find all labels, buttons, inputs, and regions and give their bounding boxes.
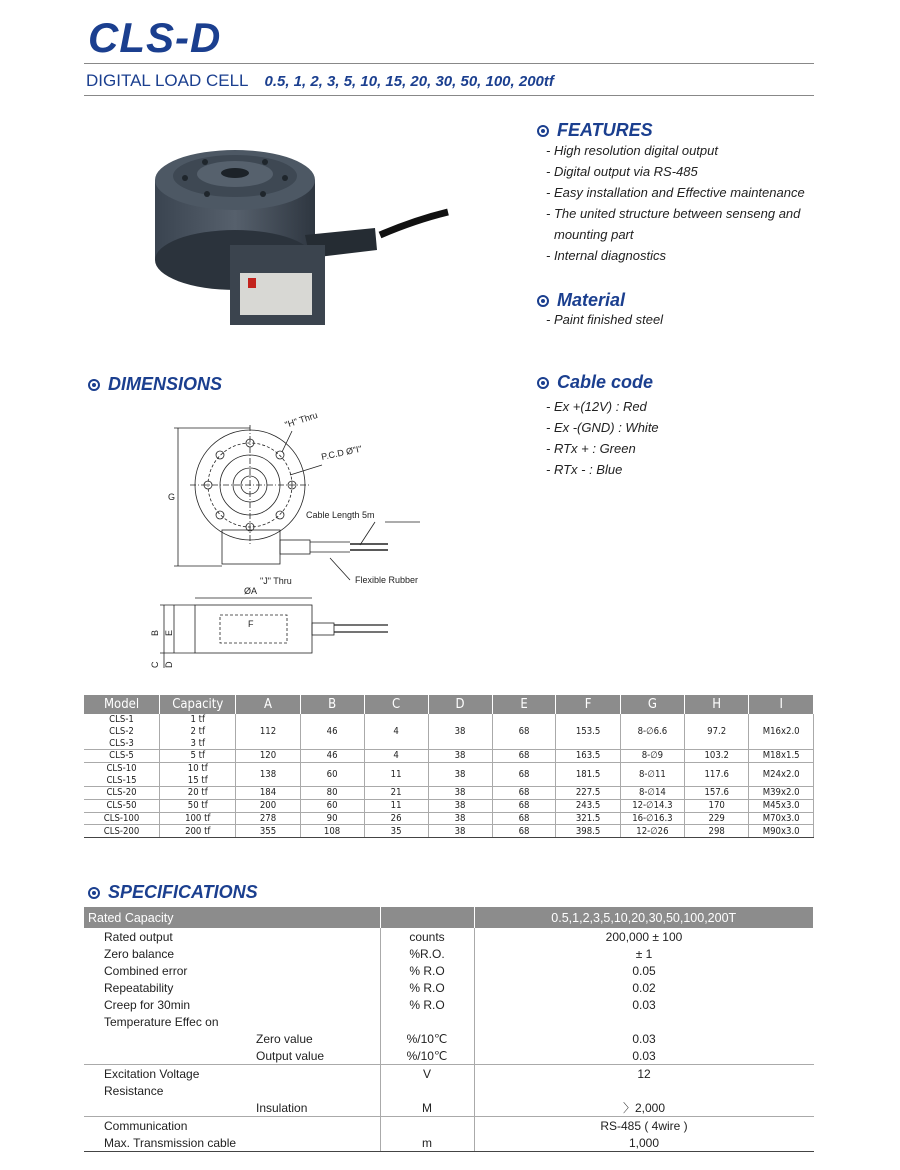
- list-item: - High resolution digital output: [546, 143, 718, 158]
- cell-d: 38: [428, 825, 492, 838]
- spec-name: Rated output: [84, 928, 380, 945]
- cell-i: M18x1.5: [749, 750, 814, 763]
- bullet-icon: [537, 295, 549, 307]
- cell-c: 11: [364, 762, 428, 786]
- cable-code-list: [546, 396, 659, 480]
- cell-c: 4: [364, 750, 428, 763]
- spec-row: [84, 945, 814, 962]
- label-flexible-rubber: Flexible Rubber: [355, 575, 419, 585]
- list-item: - Paint finished steel: [546, 312, 664, 327]
- subtitle: [86, 71, 554, 91]
- spec-header-unit: [380, 907, 474, 928]
- cell-g: 12-∅26: [620, 825, 684, 838]
- label-d: D: [164, 661, 174, 668]
- spec-unit: counts: [380, 928, 474, 945]
- cell-i: M70x3.0: [749, 812, 814, 825]
- spec-row: [84, 928, 814, 945]
- cell-b: 80: [300, 787, 364, 800]
- spec-unit: m: [380, 1134, 474, 1152]
- cell-d: 38: [428, 762, 492, 786]
- cell-g: 12-∅14.3: [620, 799, 684, 812]
- spec-name: Zero balance: [84, 945, 380, 962]
- cell-d: 38: [428, 799, 492, 812]
- cell-i: M90x3.0: [749, 825, 814, 838]
- list-item: - Digital output via RS-485: [546, 164, 698, 179]
- cell-b: 108: [300, 825, 364, 838]
- cell-h: 170: [685, 799, 749, 812]
- cell-d: 38: [428, 787, 492, 800]
- list-item: - RTx + : Green: [546, 441, 636, 456]
- spec-value: 1,000: [474, 1134, 814, 1152]
- spec-unit: [380, 1082, 474, 1099]
- cell-capacity: 100 tf: [160, 812, 236, 825]
- dim-header-b: B: [300, 695, 364, 714]
- cell-c: 26: [364, 812, 428, 825]
- spec-name: Combined error: [84, 962, 380, 979]
- spec-row: [84, 1065, 814, 1083]
- dim-header-c: C: [364, 695, 428, 714]
- cell-c: 35: [364, 825, 428, 838]
- material-list: [546, 309, 663, 330]
- spec-value: ± 1: [635, 946, 653, 961]
- features-heading-text: FEATURES: [557, 120, 653, 140]
- cell-f: 181.5: [556, 762, 620, 786]
- dimension-table: [84, 695, 814, 838]
- cable-code-heading-text: Cable code: [557, 372, 654, 392]
- product-photo: [145, 140, 455, 335]
- bullet-icon: [537, 377, 549, 389]
- cell-capacity: 200 tf: [160, 825, 236, 838]
- cell-f: 163.5: [556, 750, 620, 763]
- table-row: [84, 762, 814, 774]
- cell-f: 321.5: [556, 812, 620, 825]
- spec-row: [84, 996, 814, 1013]
- cell-e: 68: [492, 750, 556, 763]
- spec-unit: % R.O: [380, 996, 474, 1013]
- cell-capacity: 5 tf: [160, 750, 236, 763]
- bullet-icon: [537, 125, 549, 137]
- cell-h: 97.2: [685, 714, 749, 750]
- dim-header-f: F: [556, 695, 620, 714]
- cell-model: CLS-50: [84, 799, 160, 812]
- label-h-thru: "H" Thru: [283, 410, 319, 430]
- cell-f: 153.5: [556, 714, 620, 750]
- spec-row: [84, 1030, 814, 1047]
- features-heading: [537, 120, 653, 141]
- table-row: [84, 787, 814, 800]
- cell-c: 21: [364, 787, 428, 800]
- table-row: [84, 825, 814, 838]
- bullet-icon: [88, 887, 100, 899]
- cell-model: CLS-200: [84, 825, 160, 838]
- spec-value: 0.03: [632, 997, 656, 1012]
- spec-value: 0.03: [474, 1047, 814, 1065]
- spec-unit: [380, 1013, 474, 1030]
- spec-unit: % R.O: [380, 979, 474, 996]
- cell-capacity: 15 tf: [160, 774, 236, 786]
- cell-d: 38: [428, 714, 492, 750]
- spec-name: Insulation: [84, 1099, 380, 1117]
- cell-i: M16x2.0: [749, 714, 814, 750]
- spec-row: [84, 1099, 814, 1117]
- spec-row: [84, 1013, 814, 1030]
- cell-model: CLS-100: [84, 812, 160, 825]
- side-body: [195, 605, 312, 653]
- spec-header-capacity: Rated Capacity: [84, 907, 380, 928]
- cell-b: 46: [300, 750, 364, 763]
- table-row: [84, 799, 814, 812]
- page-title: CLS-D: [88, 14, 222, 61]
- cell-e: 68: [492, 714, 556, 750]
- label-b: B: [150, 629, 160, 636]
- cell-model: CLS-15: [84, 774, 160, 786]
- cell-g: 8-∅11: [620, 762, 684, 786]
- spec-name: Max. Transmission cable: [84, 1134, 380, 1152]
- spec-unit: % R.O: [380, 962, 474, 979]
- cell-capacity: 20 tf: [160, 787, 236, 800]
- spec-name: Zero value: [84, 1030, 380, 1047]
- spec-row: [84, 962, 814, 979]
- cell-capacity: 3 tf: [160, 737, 236, 749]
- spec-row: [84, 1082, 814, 1099]
- cell-model: CLS-1: [84, 714, 160, 726]
- dim-header-d: D: [428, 695, 492, 714]
- spec-value: 0.05: [632, 963, 656, 978]
- side-internal: [220, 615, 287, 643]
- cell-b: 60: [300, 762, 364, 786]
- dim-header-a: A: [236, 695, 300, 714]
- cell-capacity: 10 tf: [160, 762, 236, 774]
- dim-header-e: E: [492, 695, 556, 714]
- cell-model: CLS-5: [84, 750, 160, 763]
- cell-a: 200: [236, 799, 300, 812]
- spec-header-value: 0.5,1,2,3,5,10,20,30,50,100,200T: [474, 907, 814, 928]
- table-row: [84, 750, 814, 763]
- spec-value: 0.03: [632, 1031, 656, 1046]
- spec-unit: %/10℃: [380, 1047, 474, 1065]
- spec-name: Resistance: [84, 1082, 380, 1099]
- dim-header-h: H: [685, 695, 749, 714]
- cell-e: 68: [492, 825, 556, 838]
- spec-row: [84, 1117, 814, 1135]
- title-divider: [84, 63, 814, 64]
- spec-row: [84, 1134, 814, 1152]
- cell-a: 184: [236, 787, 300, 800]
- table-row: [84, 812, 814, 825]
- cell-model: CLS-20: [84, 787, 160, 800]
- dimension-table-header: [84, 695, 814, 714]
- cell-c: 11: [364, 799, 428, 812]
- list-item: - The united structure between senseng and: [546, 206, 801, 221]
- cell-e: 68: [492, 812, 556, 825]
- cell-a: 120: [236, 750, 300, 763]
- spec-row: [84, 1047, 814, 1065]
- list-item: - Easy installation and Effective maintenance: [546, 185, 805, 200]
- cell-g: 8-∅9: [620, 750, 684, 763]
- label-j-thru: "J" Thru: [260, 576, 292, 586]
- cell-b: 90: [300, 812, 364, 825]
- subtitle-text: DIGITAL LOAD CELL: [86, 71, 249, 90]
- cell-h: 229: [685, 812, 749, 825]
- cell-i: M39x2.0: [749, 787, 814, 800]
- features-list: [546, 140, 805, 266]
- spec-name: Communication: [84, 1117, 380, 1135]
- spec-unit: M: [380, 1099, 474, 1117]
- cell-e: 68: [492, 762, 556, 786]
- capacity-list: 0.5, 1, 2, 3, 5, 10, 15, 20, 30, 50, 100, 200tf: [264, 73, 554, 90]
- label-c: C: [150, 661, 160, 668]
- spec-value: 12: [637, 1066, 651, 1081]
- label-pcd: P.C.D Ø"I": [320, 443, 363, 462]
- bullet-icon: [88, 379, 100, 391]
- cable-gland: [280, 540, 310, 554]
- spec-unit: [380, 1117, 474, 1135]
- cell-i: M45x3.0: [749, 799, 814, 812]
- dim-header-model: Model: [84, 695, 160, 714]
- cell-f: 227.5: [556, 787, 620, 800]
- cell-h: 103.2: [685, 750, 749, 763]
- material-heading: [537, 290, 625, 311]
- cell-model: CLS-2: [84, 726, 160, 738]
- spec-unit: %R.O.: [380, 945, 474, 962]
- spec-name: Temperature Effec on: [84, 1013, 380, 1030]
- cell-e: 68: [492, 787, 556, 800]
- cell-capacity: 2 tf: [160, 726, 236, 738]
- specifications-heading-text: SPECIFICATIONS: [108, 882, 258, 902]
- label-oa: ØA: [244, 586, 258, 596]
- spec-unit: %/10℃: [380, 1030, 474, 1047]
- cell-a: 138: [236, 762, 300, 786]
- cell-a: 355: [236, 825, 300, 838]
- specifications-heading: [88, 882, 258, 903]
- dim-header-g: G: [620, 695, 684, 714]
- subtitle-divider: [84, 95, 814, 96]
- cable-code-heading: [537, 372, 653, 393]
- cell-e: 68: [492, 799, 556, 812]
- spec-value: 〉2,000: [474, 1099, 814, 1117]
- label-e: E: [164, 629, 174, 636]
- specifications-header: [84, 907, 814, 928]
- cell-a: 278: [236, 812, 300, 825]
- spec-name: Creep for 30min: [84, 996, 380, 1013]
- list-item: - Internal diagnostics: [546, 248, 666, 263]
- cell-a: 112: [236, 714, 300, 750]
- dimension-drawing: [150, 410, 440, 670]
- dim-header-i: I: [749, 695, 814, 714]
- cell-f: 398.5: [556, 825, 620, 838]
- cell-g: 16-∅16.3: [620, 812, 684, 825]
- cell-model: CLS-10: [84, 762, 160, 774]
- cell-g: 8-∅6.6: [620, 714, 684, 750]
- spec-value: 0.02: [632, 980, 656, 995]
- spec-name: Output value: [84, 1047, 380, 1065]
- list-item: - Ex +(12V) : Red: [546, 399, 647, 414]
- cell-b: 60: [300, 799, 364, 812]
- cell-h: 157.6: [685, 787, 749, 800]
- cell-model: CLS-3: [84, 737, 160, 749]
- spec-name: Repeatability: [84, 979, 380, 996]
- dimensions-heading: [88, 374, 222, 395]
- cell-c: 4: [364, 714, 428, 750]
- label-g: G: [168, 492, 176, 502]
- label-cable-length: Cable Length 5m: [306, 510, 375, 520]
- cell-capacity: 1 tf: [160, 714, 236, 726]
- cell-d: 38: [428, 750, 492, 763]
- cell-g: 8-∅14: [620, 787, 684, 800]
- specifications-table: [84, 907, 814, 1152]
- cell-b: 46: [300, 714, 364, 750]
- dimensions-heading-text: DIMENSIONS: [108, 374, 223, 394]
- cell-h: 117.6: [685, 762, 749, 786]
- list-item: - RTx - : Blue: [546, 462, 623, 477]
- cell-h: 298: [685, 825, 749, 838]
- cell-f: 243.5: [556, 799, 620, 812]
- label-f: F: [248, 619, 254, 629]
- list-item: mounting part: [554, 227, 634, 242]
- spec-value: [474, 1082, 814, 1099]
- table-row: [84, 714, 814, 726]
- cell-capacity: 50 tf: [160, 799, 236, 812]
- spec-value: [474, 1013, 814, 1030]
- spec-unit: V: [380, 1065, 474, 1083]
- spec-value: 200,000 ± 100: [605, 929, 683, 944]
- material-heading-text: Material: [557, 290, 626, 310]
- cell-i: M24x2.0: [749, 762, 814, 786]
- spec-value: RS-485 ( 4wire ): [600, 1118, 688, 1133]
- dim-header-capacity: Capacity: [160, 695, 236, 714]
- cell-d: 38: [428, 812, 492, 825]
- spec-row: [84, 979, 814, 996]
- spec-name: Excitation Voltage: [84, 1065, 380, 1083]
- connector-box: [222, 530, 280, 564]
- list-item: - Ex -(GND) : White: [546, 420, 659, 435]
